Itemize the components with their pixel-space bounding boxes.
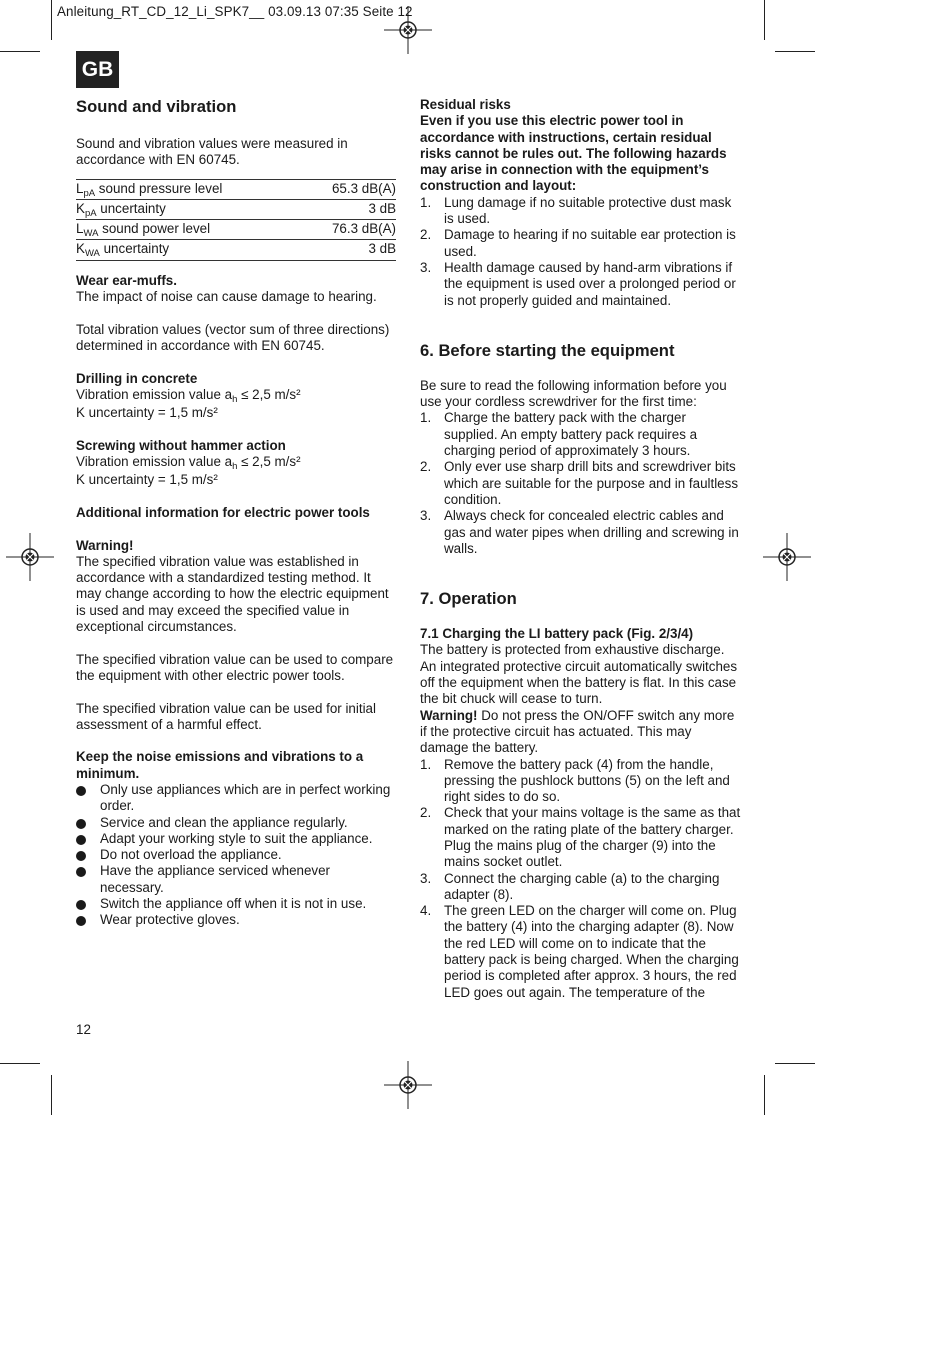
screwing-uncertainty: K uncertainty = 1,5 m/s² [76, 472, 218, 488]
additional-heading: Additional information for electric power tools [76, 504, 370, 520]
crop-mark [51, 0, 52, 40]
section6-list [420, 410, 742, 557]
crop-mark [775, 51, 815, 52]
crop-mark [0, 1063, 40, 1064]
subsection-warning: Warning! Do not press the ON/OFF switch any more if the protective circuit has actuated. This may damage the battery. [420, 707, 735, 756]
keep-heading: Keep the noise emissions and vibrations to a minimum. [76, 749, 364, 781]
page-number: 12 [76, 1022, 91, 1037]
list-item: 2. Check that your mains voltage is the same as that marked on the rating plate of the battery charger. Plug the mains plug of the charger (9) into the mains socket outlet. [420, 805, 741, 870]
table-row [76, 199, 396, 219]
residual-intro: Even if you use this electric power tool in accordance with instructions, certain residual risks cannot be rules out. The following hazards may arise in connection with the equipment’s construction and layout: [420, 113, 727, 194]
screwing-emission: Vibration emission value $a_h \le 2,5$ m/s² [76, 454, 301, 473]
residual-list [420, 195, 742, 309]
list-item: 1. Lung damage if no suitable protective dust mask is used. [420, 194, 732, 227]
list-item: Have the appliance serviced whenever necessary. [76, 863, 396, 896]
print-slug-header: Anleitung_RT_CD_12_Li_SPK7__ 03.09.13 07:35 Seite 12 [57, 4, 413, 19]
initial-text: The specified vibration value can be used for initial assessment of a harmful effect. [76, 700, 376, 732]
charging-steps-list [420, 757, 742, 1001]
list-item: Adapt your working style to suit the appliance. [76, 831, 396, 847]
screwing-heading: Screwing without hammer action [76, 437, 286, 453]
intro-text: Sound and vibration values were measured in accordance with EN 60745. [76, 136, 348, 168]
drilling-emission: Vibration emission value $a_h \le 2,5$ m/s² [76, 386, 301, 405]
registration-mark-icon [384, 1061, 432, 1109]
crop-mark [764, 1075, 765, 1115]
subsection-text: The battery is protected from exhaustive discharge. An integrated protective circuit automatically switches off the equipment when the battery is flat. In this case the bit chuck will cease to turn. [420, 642, 738, 707]
keep-list [76, 782, 396, 929]
list-item: Only use appliances which are in perfect working order. [76, 782, 396, 815]
spec-table [76, 179, 396, 261]
list-item: 3. Connect the charging cable (a) to the charging adapter (8). [420, 870, 720, 902]
list-item: 2. Damage to hearing if no suitable ear protection is used. [420, 227, 736, 259]
section6-intro: Be sure to read the following information before you use your cordless screwdriver for the first time: [420, 377, 727, 410]
spec-label: $L_{WA}$ sound power level [76, 220, 299, 240]
registration-mark-icon [6, 533, 54, 581]
section-title: 6. Before starting the equipment [420, 340, 675, 360]
list-item: Switch the appliance off when it is not in use. [76, 896, 396, 912]
list-item: 1. Remove the battery pack (4) from the handle, pressing the pushlock buttons (5) on the left and right sides to do so. [420, 756, 730, 805]
section-title: 7. Operation [420, 589, 517, 609]
language-badge: GB [76, 51, 119, 88]
table-row [76, 179, 396, 199]
list-item: Do not overload the appliance. [76, 847, 396, 863]
registration-mark-icon [763, 533, 811, 581]
table-row [76, 240, 396, 260]
list-item: Service and clean the appliance regularly. [76, 815, 396, 831]
spec-label: $K_{pA}$ uncertainty [76, 199, 299, 219]
list-item: 1. Charge the battery pack with the charger supplied. An empty battery pack requires a charging period of approximately 3 hours. [420, 410, 698, 459]
list-item: 3. Always check for concealed electric cables and gas and water pipes when drilling and screwing in walls. [420, 508, 739, 556]
earmuffs-text: The impact of noise can cause damage to hearing. [76, 289, 377, 305]
warning-heading: Warning! [76, 537, 134, 553]
warning-text: The specified vibration value was established in accordance with a standardized testing method. It may change according to how the electric equipment is used and may exceed the specified value in exceptional circumstances. [76, 553, 389, 635]
list-item: 2. Only ever use sharp drill bits and screwdriver bits which are suitable for the purpose and in faultless condition. [420, 459, 739, 507]
spec-label: $L_{pA}$ sound pressure level [76, 179, 299, 199]
table-row [76, 220, 396, 240]
compare-text: The specified vibration value can be used to compare the equipment with other electric power tools. [76, 651, 394, 683]
subsection-title: 7.1 Charging the LI battery pack (Fig. 2/3/4) [420, 626, 694, 642]
spec-value: 3 dB [299, 240, 396, 260]
left-column [76, 97, 396, 929]
list-item: 4. The green LED on the charger will come on. Plug the battery (4) into the charging adapter (8). Now the red LED will come on to indicate that the battery pack is being charged. When the charging period is completed after approx. 3 hours, the red LED goes out again. The temperature of the [420, 903, 739, 1000]
crop-mark [775, 1063, 815, 1064]
spec-value: 3 dB [299, 199, 396, 219]
drilling-heading: Drilling in concrete [76, 370, 198, 386]
list-item: Wear protective gloves. [76, 912, 396, 928]
drilling-uncertainty: K uncertainty = 1,5 m/s² [76, 405, 218, 421]
spec-value: 76.3 dB(A) [299, 220, 396, 240]
list-item: 3. Health damage caused by hand-arm vibrations if the equipment is used over a prolonged period or is not properly guided and maintained. [420, 259, 736, 308]
spec-label: $K_{WA}$ uncertainty [76, 240, 299, 260]
section-title: Sound and vibration [76, 97, 237, 116]
vibration-intro: Total vibration values (vector sum of three directions) determined in accordance with EN 60745. [76, 321, 390, 353]
crop-mark [51, 1075, 52, 1115]
earmuffs-heading: Wear ear-muffs. [76, 272, 177, 288]
right-column [420, 97, 742, 1001]
spec-value: 65.3 dB(A) [299, 179, 396, 199]
crop-mark [0, 51, 40, 52]
crop-mark [764, 0, 765, 40]
residual-heading: Residual risks [420, 97, 511, 112]
